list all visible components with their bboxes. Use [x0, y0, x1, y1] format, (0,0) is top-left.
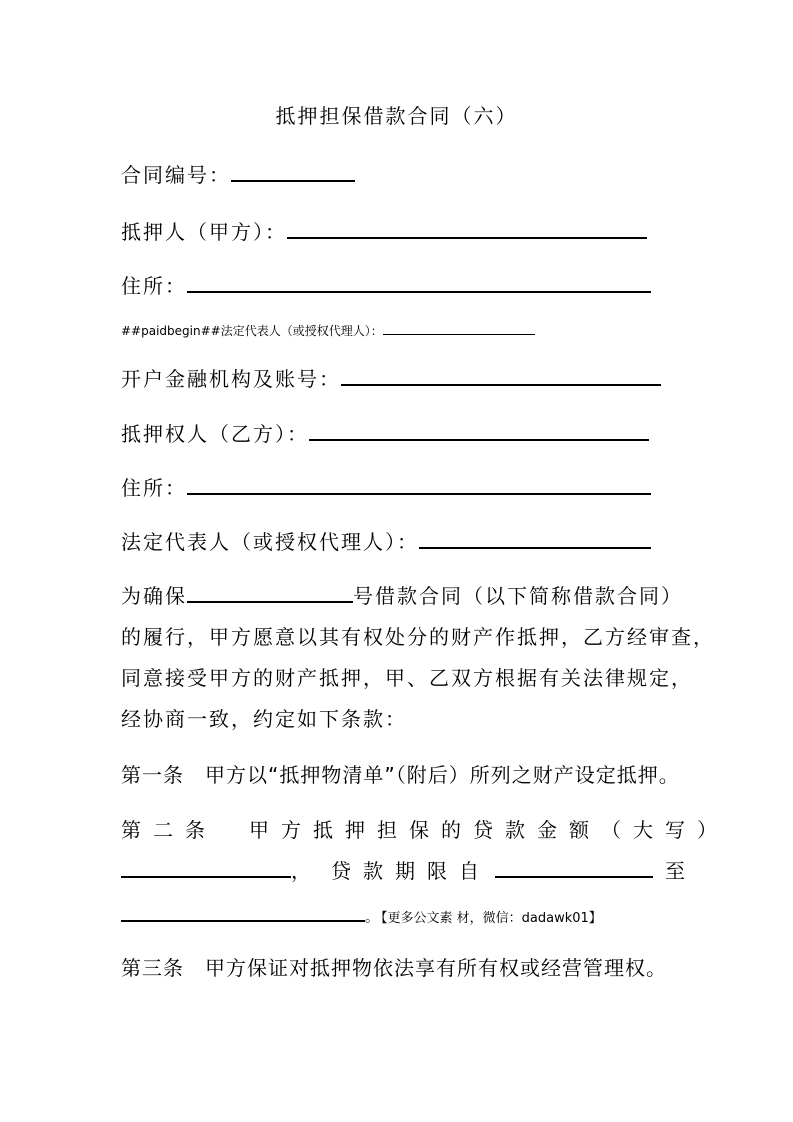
- bank-account-label: 开户金融机构及账号：: [121, 367, 341, 391]
- mortgagee-address-blank: [187, 475, 651, 495]
- loan-contract-number-blank: [187, 583, 353, 603]
- mortgagor-legal-rep-label: ##paidbegin##法定代表人（或授权代理人）：: [121, 324, 383, 338]
- paragraph-1-line-4: 经协商一致，约定如下条款：: [121, 707, 407, 731]
- mortgagee-legal-rep-label: 法定代表人（或授权代理人）：: [121, 530, 419, 554]
- article-3: 第三条 甲方保证对抵押物依法享有所有权或经营管理权。: [121, 956, 667, 980]
- mortgagor-legal-rep-line: [121, 322, 535, 339]
- mortgagor-line: [121, 219, 647, 244]
- paragraph-1-line-3: 同意接受甲方的财产抵押，甲、乙双方根据有关法律规定，: [121, 666, 693, 690]
- mortgagor-address-label: 住所：: [121, 274, 187, 298]
- promo-note: 【更多公文素 材，微信：dadawk01】: [381, 911, 602, 926]
- mortgagee-address-line: [121, 475, 651, 500]
- mortgagor-legal-rep-blank: [383, 322, 535, 335]
- mortgagee-legal-rep-blank: [419, 529, 651, 549]
- mortgagee-legal-rep-line: [121, 529, 651, 554]
- mortgagee-line: [121, 421, 649, 446]
- mortgagor-label: 抵押人（甲方）：: [121, 220, 287, 244]
- paragraph-1-prefix: 为确保: [121, 584, 187, 608]
- contract-number-blank: [231, 162, 355, 182]
- article-1: 第一条 甲方以“抵押物清单”（附后）所列之财产设定抵押。: [121, 763, 680, 787]
- mortgagor-address-blank: [187, 273, 651, 293]
- article-2-to: 至: [665, 859, 687, 883]
- mortgagor-address-line: [121, 273, 651, 298]
- bank-account-line: [121, 366, 661, 391]
- loan-end-date-blank: [121, 902, 365, 922]
- document-title: 抵押担保借款合同（六）: [275, 104, 518, 128]
- article-2-line-3: [121, 902, 602, 931]
- article-2-comma: ，: [291, 859, 313, 883]
- article-2-line-2: [121, 858, 687, 883]
- contract-number-label: 合同编号：: [121, 163, 231, 187]
- mortgagor-blank: [287, 219, 647, 239]
- contract-number-line: [121, 162, 355, 187]
- mortgagee-blank: [309, 421, 649, 441]
- paragraph-1-line-1: [121, 583, 683, 608]
- mortgagee-label: 抵押权人（乙方）：: [121, 422, 309, 446]
- article-2-period-label: 贷款期限自: [331, 859, 491, 883]
- loan-amount-blank: [121, 858, 291, 878]
- loan-start-date-blank: [495, 858, 653, 878]
- article-2-end: 。: [365, 910, 381, 926]
- paragraph-1-suffix: 号借款合同（以下简称借款合同）: [353, 584, 683, 608]
- bank-account-blank: [341, 366, 661, 386]
- paragraph-1-line-2: 的履行，甲方愿意以其有权处分的财产作抵押，乙方经审查，: [121, 625, 715, 649]
- article-2-line-1: 第二条 甲方抵押担保的贷款金额（大写）: [121, 818, 729, 842]
- mortgagee-address-label: 住所：: [121, 476, 187, 500]
